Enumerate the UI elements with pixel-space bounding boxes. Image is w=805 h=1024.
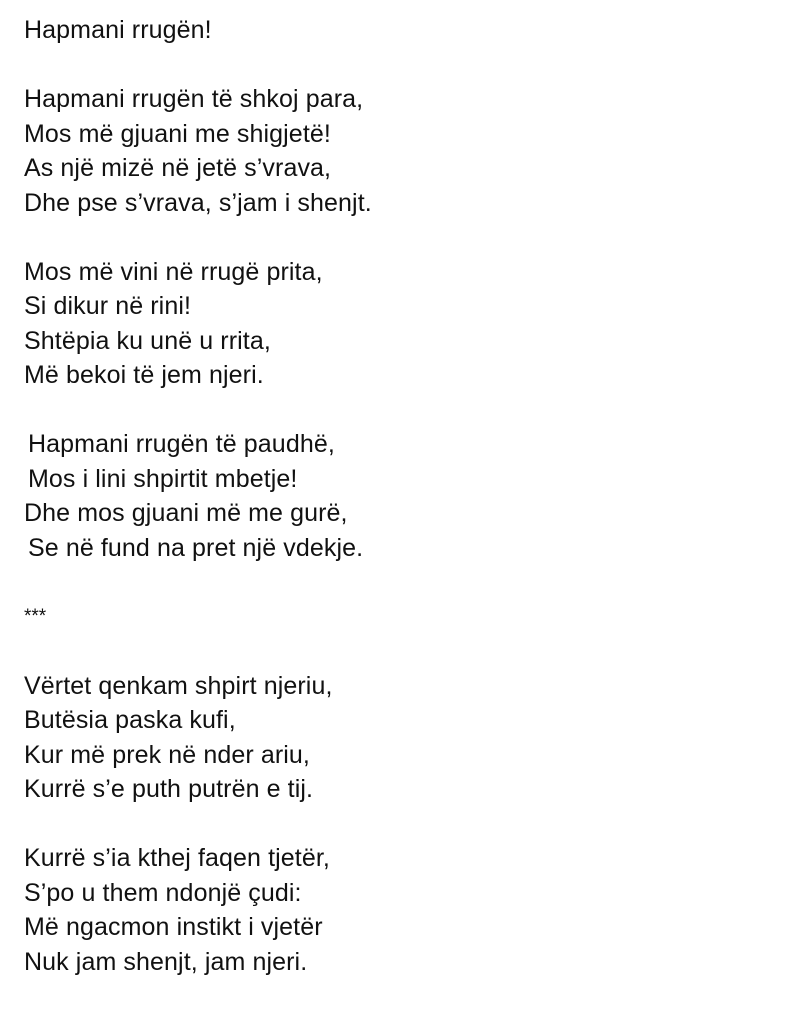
stanza-4-line-2: Butësia paska kufi, (24, 706, 236, 734)
stanza-3-line-2: Mos i lini shpirtit mbetje! (28, 464, 298, 493)
stanza-3-line-4: Se në fund na pret një vdekje. (28, 533, 364, 562)
stanza-4 (24, 669, 794, 807)
stanza-5 (24, 841, 794, 979)
stanza-gap (24, 48, 794, 83)
stanza-2-line-3: Shtëpia ku unë u rrita, (24, 326, 271, 355)
stanza-1-line-1: Hapmani rrugën të shkoj para, (24, 85, 364, 113)
stanza-2-line-2: Si dikur në rini! (24, 292, 192, 320)
stanza-1 (24, 82, 794, 220)
stanza-gap (24, 220, 794, 255)
stanza-3-line-1: Hapmani rrugën të paudhë, (28, 430, 335, 458)
stanza-1-line-4: Dhe pse s’vrava, s’jam i shenjt. (24, 188, 372, 217)
stanza-5-line-4: Nuk jam shenjt, jam njeri. (24, 947, 308, 976)
stanza-1-line-3: As një mizë në jetë s’vrava, (24, 154, 332, 182)
stanza-gap (24, 565, 794, 600)
stanza-2-line-4: Më bekoi të jem njeri. (24, 361, 264, 389)
stanza-3 (24, 427, 794, 565)
stanza-gap (24, 634, 794, 669)
stanza-2 (24, 255, 794, 393)
stanza-4-line-4: Kurrë s’e puth putrën e tij. (24, 775, 314, 803)
poem-document (24, 13, 794, 979)
stanza-5-line-1: Kurrë s’ia kthej faqen tjetër, (24, 844, 330, 872)
stanza-4-line-1: Vërtet qenkam shpirt njeriu, (24, 671, 333, 700)
section-separator: *** (24, 605, 47, 627)
stanza-gap (24, 393, 794, 428)
stanza-5-line-2: S’po u them ndonjë çudi: (24, 878, 302, 907)
stanza-5-line-3: Më ngacmon instikt i vjetër (24, 913, 323, 941)
stanza-3-line-3: Dhe mos gjuani më me gurë, (24, 499, 348, 527)
stanza-gap (24, 807, 794, 842)
poem-title: Hapmani rrugën! (24, 16, 212, 44)
stanza-4-line-3: Kur më prek në nder ariu, (24, 740, 310, 769)
stanza-2-line-1: Mos më vini në rrugë prita, (24, 257, 323, 286)
stanza-1-line-2: Mos më gjuani me shigjetë! (24, 119, 331, 148)
